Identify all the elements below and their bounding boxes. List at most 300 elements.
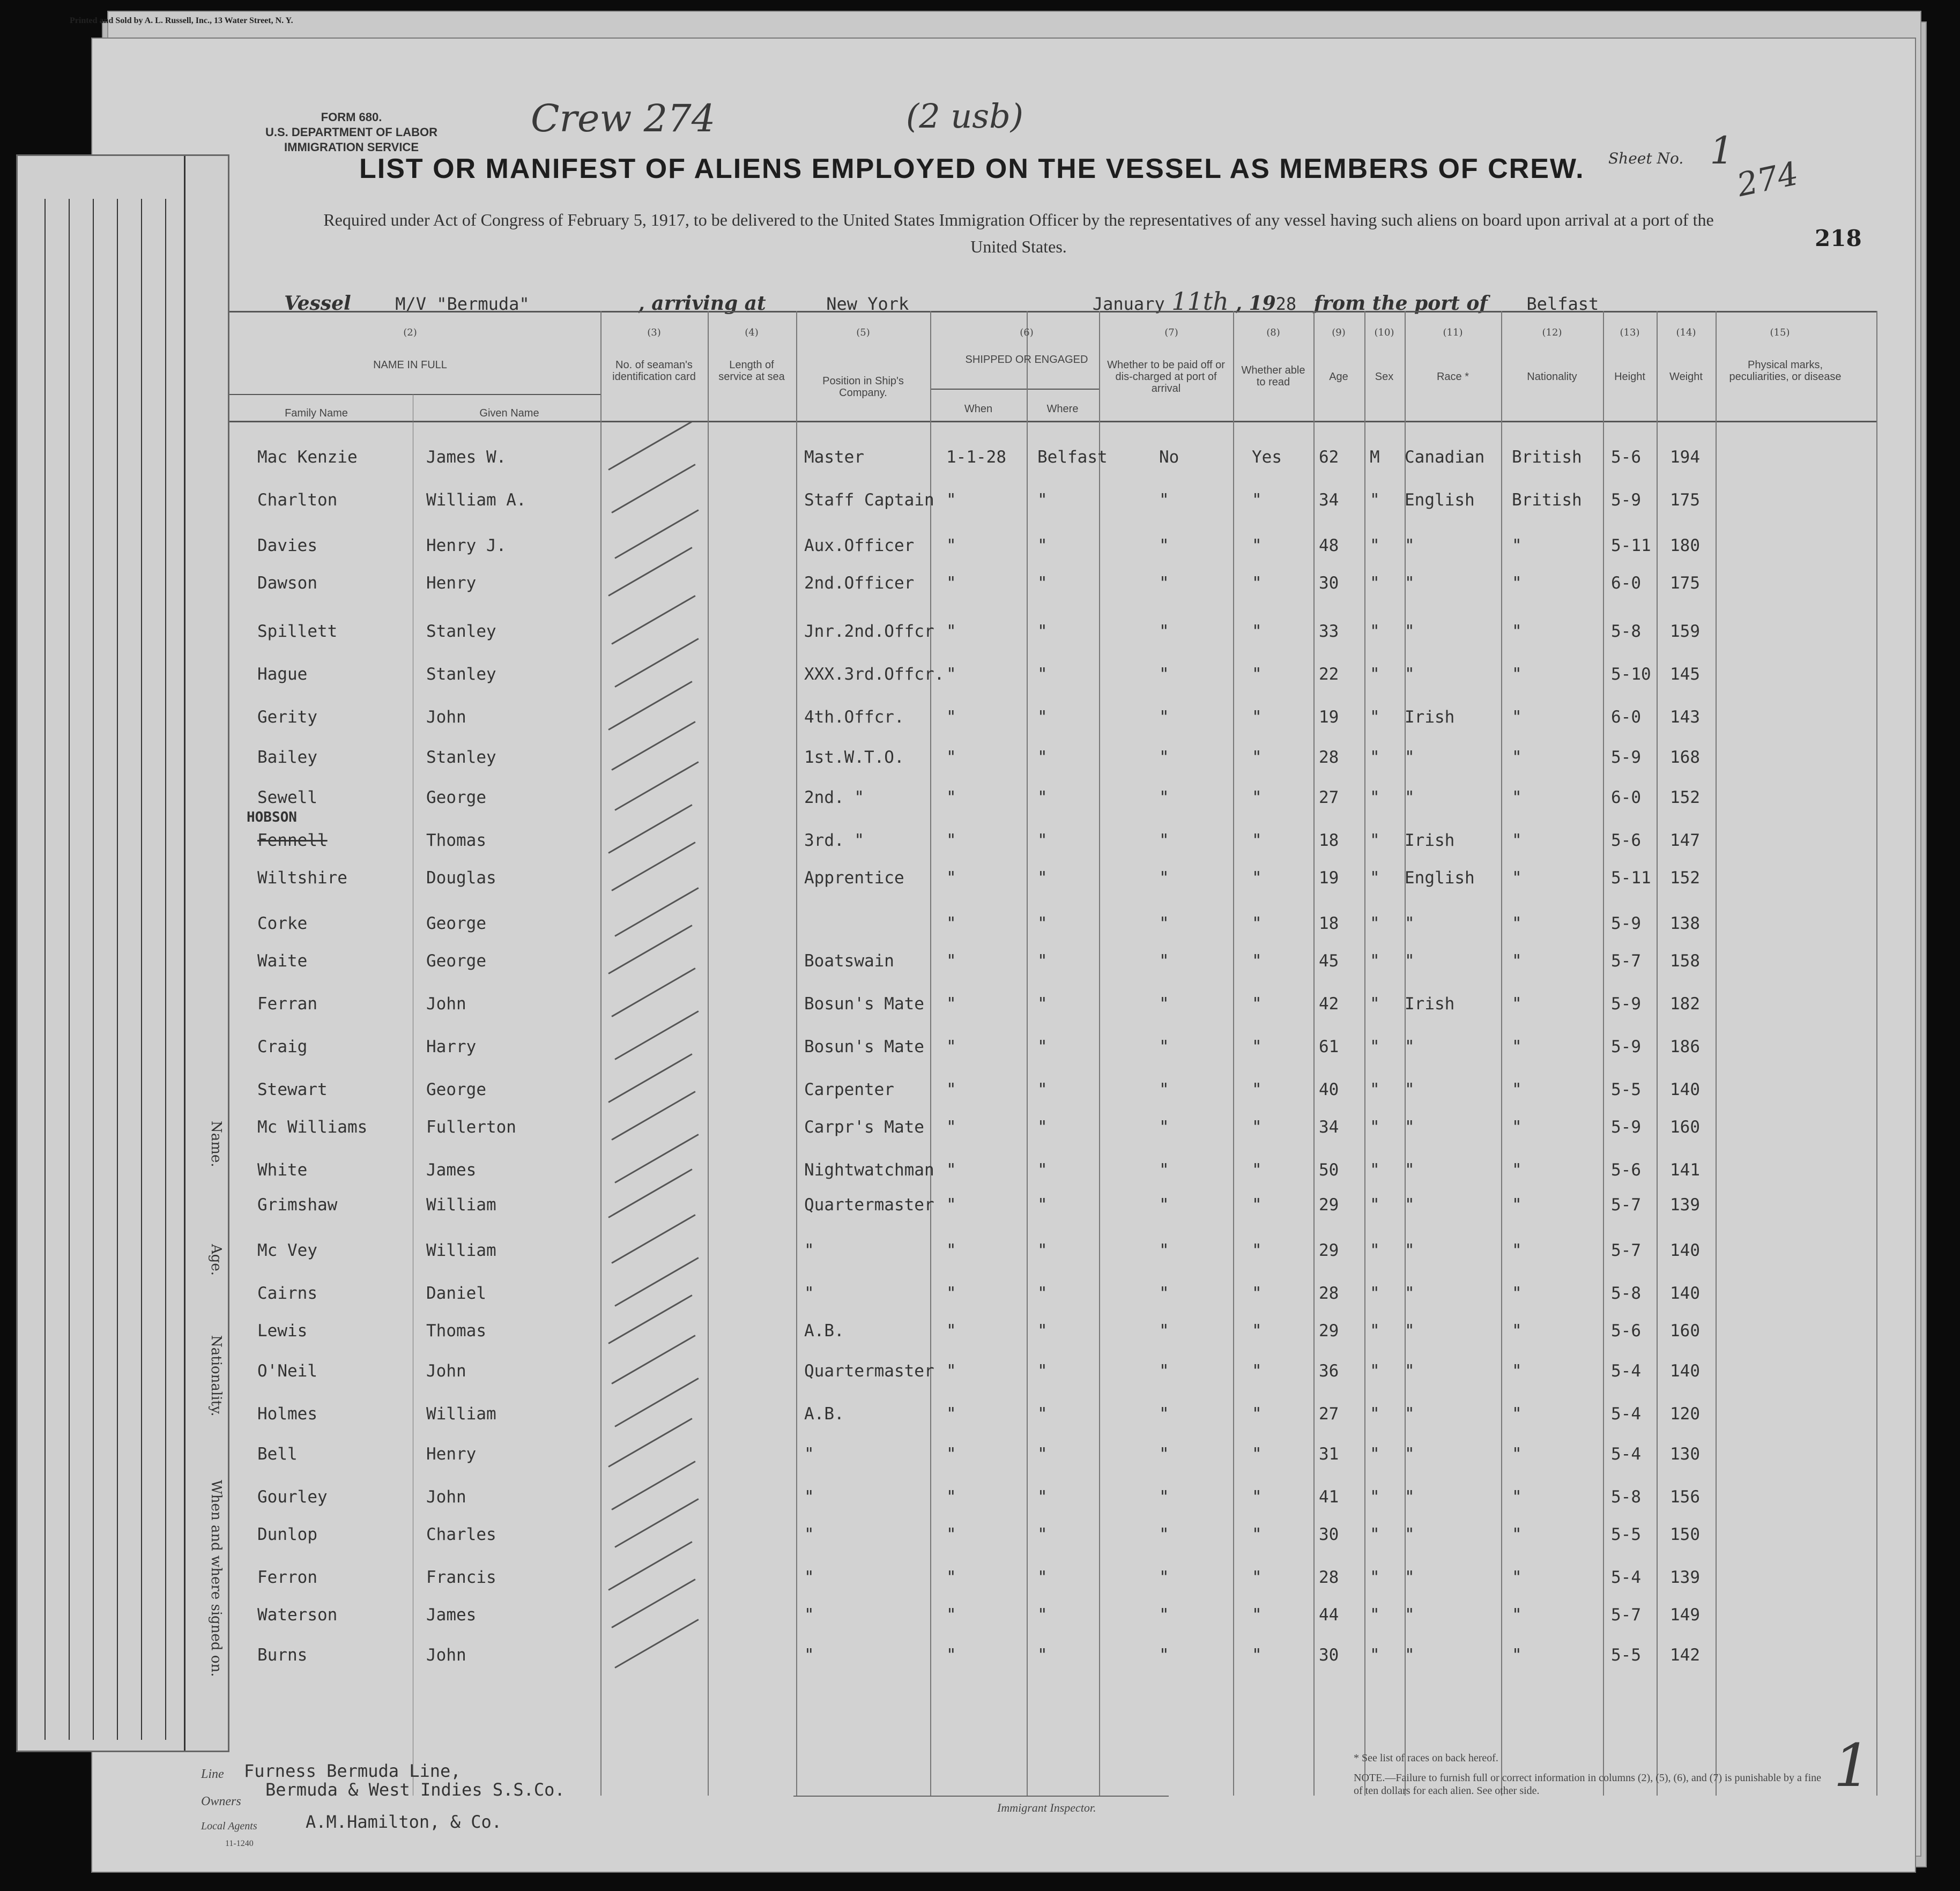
column-header-given-name: Given Name: [479, 407, 539, 419]
crew-age: 40: [1319, 1080, 1339, 1099]
crew-when: ": [946, 622, 956, 641]
crew-given: John: [426, 994, 466, 1014]
crew-weight: 168: [1670, 748, 1700, 767]
id-card-checkmark: [611, 721, 695, 771]
crew-age: 29: [1319, 1195, 1339, 1215]
crew-weight: 175: [1670, 490, 1700, 510]
shipped-subheader-line: [930, 389, 1099, 390]
crew-when: ": [946, 574, 956, 593]
crew-sex: ": [1370, 748, 1380, 767]
crew-weight: 182: [1670, 994, 1700, 1014]
form-identifier: [265, 110, 437, 155]
crew-family: Davies: [257, 536, 317, 555]
crew-age: 18: [1319, 831, 1339, 850]
crew-weight: 152: [1670, 868, 1700, 888]
crew-read: ": [1252, 1037, 1262, 1056]
crew-read: ": [1252, 1241, 1262, 1260]
crew-height: 5-7: [1611, 1241, 1641, 1260]
crew-read: ": [1252, 951, 1262, 971]
crew-race: ": [1405, 914, 1415, 933]
crew-age: 33: [1319, 622, 1339, 641]
crew-weight: 160: [1670, 1118, 1700, 1137]
crew-family: Waterson: [257, 1605, 338, 1625]
crew-weight: 120: [1670, 1404, 1700, 1424]
crew-family: White: [257, 1160, 308, 1180]
crew-age: 44: [1319, 1605, 1339, 1625]
crew-race: ": [1405, 1487, 1415, 1507]
inspector-signature-line: [793, 1796, 1169, 1797]
column-number: (14): [1676, 327, 1696, 338]
column-number: (4): [745, 327, 759, 338]
crew-given: John: [426, 1361, 466, 1381]
table-column-divider: [708, 311, 709, 1796]
column-header-family-name: Family Name: [285, 407, 348, 419]
crew-read: ": [1252, 1605, 1262, 1625]
crew-age: 22: [1319, 665, 1339, 684]
crew-position: ": [804, 1525, 814, 1544]
crew-paid: ": [1159, 1404, 1169, 1424]
crew-where: ": [1037, 622, 1048, 641]
crew-nationality: ": [1512, 574, 1522, 593]
crew-where: ": [1037, 831, 1048, 850]
id-card-checkmark: [611, 1335, 695, 1384]
crew-paid: ": [1159, 536, 1169, 555]
crew-read: ": [1252, 536, 1262, 555]
crew-family: Craig: [257, 1037, 308, 1056]
crew-race: ": [1405, 951, 1415, 971]
crew-read: ": [1252, 1118, 1262, 1137]
crew-family: Holmes: [257, 1404, 317, 1424]
crew-family: O'Neil: [257, 1361, 317, 1381]
crew-read: ": [1252, 1646, 1262, 1665]
crew-where: ": [1037, 748, 1048, 767]
crew-family: Mac Kenzie: [257, 448, 358, 467]
crew-height: 5-9: [1611, 490, 1641, 510]
crew-when: ": [946, 1605, 956, 1625]
crew-sex: ": [1370, 490, 1380, 510]
crew-height: 5-9: [1611, 1037, 1641, 1056]
crew-nationality: ": [1512, 831, 1522, 850]
crew-read: ": [1252, 914, 1262, 933]
column-header-race: Race *: [1436, 371, 1469, 383]
crew-read: ": [1252, 1195, 1262, 1215]
crew-age: 28: [1319, 748, 1339, 767]
crew-given: George: [426, 1080, 486, 1099]
crew-table: [220, 311, 1876, 1796]
id-card-checkmark: [608, 1053, 692, 1103]
crew-family: Dunlop: [257, 1525, 317, 1544]
crew-position: A.B.: [804, 1321, 844, 1341]
crew-race: ": [1405, 1080, 1415, 1099]
column-header-name-in-full: NAME IN FULL: [373, 359, 447, 371]
crew-paid: ": [1159, 1321, 1169, 1341]
crew-weight: 194: [1670, 448, 1700, 467]
crew-given: Stanley: [426, 748, 496, 767]
crew-age: 50: [1319, 1160, 1339, 1180]
id-card-checkmark: [611, 1091, 695, 1141]
crew-age: 18: [1319, 914, 1339, 933]
crew-weight: 150: [1670, 1525, 1700, 1544]
crew-where: ": [1037, 914, 1048, 933]
crew-paid: ": [1159, 994, 1169, 1014]
crew-when: ": [946, 1361, 956, 1381]
crew-race: ": [1405, 1037, 1415, 1056]
crew-nationality: ": [1512, 914, 1522, 933]
id-card-checkmark: [608, 1541, 692, 1591]
crew-where: ": [1037, 994, 1048, 1014]
crew-position: Quartermaster: [804, 1195, 934, 1215]
crew-when: ": [946, 1080, 956, 1099]
crew-where: ": [1037, 788, 1048, 807]
crew-where: ": [1037, 665, 1048, 684]
crew-race: Irish: [1405, 831, 1455, 850]
crew-nationality: ": [1512, 665, 1522, 684]
crew-age: 48: [1319, 536, 1339, 555]
crew-when: ": [946, 1037, 956, 1056]
crew-read: ": [1252, 1404, 1262, 1424]
crew-where: ": [1037, 574, 1048, 593]
crew-family: Stewart: [257, 1080, 328, 1099]
flap-label: Name.: [208, 1121, 224, 1167]
crew-height: 5-8: [1611, 622, 1641, 641]
crew-height: 5-8: [1611, 1487, 1641, 1507]
crew-where: ": [1037, 1118, 1048, 1137]
crew-height: 5-6: [1611, 1321, 1641, 1341]
crew-given: Daniel: [426, 1284, 486, 1303]
agents-value: A.M.Hamilton, & Co.: [306, 1812, 502, 1832]
crew-position: ": [804, 1445, 814, 1464]
crew-read: ": [1252, 831, 1262, 850]
crew-family: Cairns: [257, 1284, 317, 1303]
crew-age: 34: [1319, 1118, 1339, 1137]
crew-age: 30: [1319, 1646, 1339, 1665]
column-header-position: Position in Ship's Company.: [822, 375, 904, 399]
crew-paid: ": [1159, 665, 1169, 684]
vessel-name: M/V "Bermuda": [395, 294, 530, 314]
crew-sex: ": [1370, 951, 1380, 971]
crew-weight: 158: [1670, 951, 1700, 971]
column-number: (3): [647, 327, 661, 338]
crew-where: Belfast: [1037, 448, 1108, 467]
crew-weight: 149: [1670, 1605, 1700, 1625]
crew-read: ": [1252, 1487, 1262, 1507]
crew-height: 5-9: [1611, 994, 1641, 1014]
crew-sex: ": [1370, 1487, 1380, 1507]
crew-where: ": [1037, 868, 1048, 888]
handwritten-crew-count: Crew 274: [531, 96, 716, 140]
column-number: (9): [1332, 327, 1346, 338]
crew-sex: ": [1370, 831, 1380, 850]
crew-sex: ": [1370, 1568, 1380, 1587]
crew-nationality: British: [1512, 448, 1582, 467]
id-card-checkmark: [611, 595, 695, 645]
crew-sex: ": [1370, 868, 1380, 888]
crew-nationality: ": [1512, 708, 1522, 727]
id-card-checkmark: [614, 1378, 699, 1427]
crew-family: Burns: [257, 1646, 308, 1665]
id-card-checkmark: [611, 967, 695, 1017]
flap-rule: [184, 156, 185, 1751]
crew-weight: 156: [1670, 1487, 1700, 1507]
crew-paid: ": [1159, 914, 1169, 933]
crew-position: Nightwatchman: [804, 1160, 934, 1180]
crew-when: ": [946, 708, 956, 727]
table-column-divider: [930, 311, 931, 1796]
vessel-label: Vessel: [284, 292, 351, 315]
id-card-checkmark: [608, 1168, 692, 1218]
crew-where: ": [1037, 1080, 1048, 1099]
service-name: IMMIGRATION SERVICE: [284, 140, 419, 154]
crew-weight: 147: [1670, 831, 1700, 850]
crew-race: ": [1405, 1361, 1415, 1381]
crew-given: Henry: [426, 574, 477, 593]
crew-sex: ": [1370, 788, 1380, 807]
crew-paid: ": [1159, 490, 1169, 510]
crew-race: ": [1405, 1284, 1415, 1303]
crew-family: Dawson: [257, 574, 317, 593]
table-column-divider: [1501, 311, 1502, 1796]
crew-family: Charlton: [257, 490, 338, 510]
crew-position: Carpenter: [804, 1080, 894, 1099]
crew-read: ": [1252, 748, 1262, 767]
crew-family: Hague: [257, 665, 308, 684]
crew-paid: ": [1159, 1118, 1169, 1137]
crew-nationality: ": [1512, 994, 1522, 1014]
crew-sex: ": [1370, 1037, 1380, 1056]
crew-read: ": [1252, 490, 1262, 510]
crew-race: Irish: [1405, 994, 1455, 1014]
crew-age: 29: [1319, 1321, 1339, 1341]
crew-height: 5-6: [1611, 831, 1641, 850]
crew-when: ": [946, 1646, 956, 1665]
crew-position: Jnr.2nd.Offcr: [804, 622, 934, 641]
table-column-divider: [1876, 311, 1877, 1796]
flap-rule: [69, 199, 70, 1740]
owners-value: Bermuda & West Indies S.S.Co.: [265, 1780, 565, 1800]
crew-paid: ": [1159, 1160, 1169, 1180]
column-header-paid-off: Whether to be paid off or dis-charged at port of arrival: [1107, 359, 1225, 394]
crew-where: ": [1037, 1284, 1048, 1303]
table-top-border: [220, 311, 1876, 312]
crew-position: A.B.: [804, 1404, 844, 1424]
crew-sex: ": [1370, 574, 1380, 593]
arrival-day: 11th: [1171, 287, 1229, 316]
column-number: (5): [856, 327, 870, 338]
crew-when: ": [946, 868, 956, 888]
crew-height: 5-5: [1611, 1525, 1641, 1544]
crew-where: ": [1037, 1568, 1048, 1587]
line-label: Line: [201, 1767, 224, 1781]
crew-when: ": [946, 951, 956, 971]
crew-given: James: [426, 1605, 477, 1625]
crew-race: ": [1405, 665, 1415, 684]
crew-paid: ": [1159, 1646, 1169, 1665]
crew-family: Bailey: [257, 748, 317, 767]
family-name-correction: HOBSON: [247, 809, 297, 825]
crew-position: Bosun's Mate: [804, 994, 924, 1014]
crew-weight: 175: [1670, 574, 1700, 593]
crew-where: ": [1037, 1404, 1048, 1424]
crew-paid: ": [1159, 788, 1169, 807]
crew-where: ": [1037, 708, 1048, 727]
crew-when: ": [946, 1525, 956, 1544]
crew-paid: ": [1159, 1037, 1169, 1056]
crew-sex: ": [1370, 536, 1380, 555]
column-header-height: Height: [1614, 371, 1645, 383]
crew-family: Bell: [257, 1445, 298, 1464]
crew-given: Thomas: [426, 1321, 486, 1341]
crew-sex: M: [1370, 448, 1380, 467]
crew-nationality: ": [1512, 1160, 1522, 1180]
crew-weight: 141: [1670, 1160, 1700, 1180]
column-number: (8): [1266, 327, 1280, 338]
column-header-read: Whether able to read: [1241, 364, 1305, 388]
family-name-struck: Fennell: [257, 831, 328, 850]
crew-sex: ": [1370, 1404, 1380, 1424]
id-card-checkmark: [611, 464, 695, 513]
crew-age: 28: [1319, 1284, 1339, 1303]
crew-position: Apprentice: [804, 868, 904, 888]
crew-race: ": [1405, 1241, 1415, 1260]
crew-age: 30: [1319, 1525, 1339, 1544]
column-number: (13): [1620, 327, 1640, 338]
column-number: (11): [1443, 327, 1463, 338]
table-column-divider: [1233, 311, 1234, 1796]
crew-race: ": [1405, 1525, 1415, 1544]
crew-position: ": [804, 1487, 814, 1507]
crew-race: ": [1405, 1195, 1415, 1215]
crew-when: ": [946, 1284, 956, 1303]
crew-given: John: [426, 1646, 466, 1665]
crew-position: 3rd. ": [804, 831, 864, 850]
crew-when: ": [946, 994, 956, 1014]
crew-read: ": [1252, 788, 1262, 807]
id-card-checkmark: [608, 421, 692, 471]
crew-position: Master: [804, 448, 864, 467]
column-number: (7): [1164, 327, 1178, 338]
crew-paid: ": [1159, 1605, 1169, 1625]
crew-nationality: ": [1512, 1445, 1522, 1464]
crew-race: ": [1405, 574, 1415, 593]
crew-sex: ": [1370, 1284, 1380, 1303]
id-card-checkmark: [608, 681, 692, 731]
crew-paid: ": [1159, 1445, 1169, 1464]
inspector-label: Immigrant Inspector.: [997, 1801, 1096, 1814]
crew-read: ": [1252, 708, 1262, 727]
crew-paid: ": [1159, 868, 1169, 888]
crew-given: James: [426, 1160, 477, 1180]
crew-age: 30: [1319, 574, 1339, 593]
crew-family: Gerity: [257, 708, 317, 727]
crew-given: Henry J.: [426, 536, 507, 555]
crew-where: ": [1037, 536, 1048, 555]
crew-when: ": [946, 1445, 956, 1464]
crew-when: ": [946, 1195, 956, 1215]
table-column-divider: [1099, 311, 1100, 1796]
crew-position: XXX.3rd.Offcr.: [804, 665, 945, 684]
crew-when: ": [946, 1160, 956, 1180]
id-card-checkmark: [614, 638, 699, 688]
column-header-weight: Weight: [1669, 371, 1703, 383]
id-card-checkmark: [608, 804, 692, 854]
crew-position: 1st.W.T.O.: [804, 748, 904, 767]
crew-height: 6-0: [1611, 708, 1641, 727]
id-card-checkmark: [608, 1418, 692, 1468]
crew-race: ": [1405, 1404, 1415, 1424]
column-number: (15): [1770, 327, 1790, 338]
column-header-where: Where: [1046, 403, 1079, 415]
sheet-label: Sheet No.: [1608, 150, 1684, 167]
arriving-label: , arriving at: [638, 292, 766, 315]
crew-where: ": [1037, 1321, 1048, 1341]
crew-race: Irish: [1405, 708, 1455, 727]
crew-nationality: ": [1512, 788, 1522, 807]
id-card-checkmark: [614, 1498, 699, 1548]
crew-nationality: ": [1512, 622, 1522, 641]
owners-label: Owners: [201, 1795, 241, 1808]
crew-race: English: [1405, 868, 1475, 888]
crew-paid: ": [1159, 1361, 1169, 1381]
crew-height: 6-0: [1611, 788, 1641, 807]
crew-height: 5-10: [1611, 665, 1651, 684]
crew-sex: ": [1370, 1080, 1380, 1099]
crew-nationality: ": [1512, 1284, 1522, 1303]
column-number: (12): [1542, 327, 1562, 338]
crew-where: ": [1037, 951, 1048, 971]
crew-read: ": [1252, 1525, 1262, 1544]
column-header-id-card: No. of seaman's identification card: [612, 359, 696, 383]
crew-height: 5-4: [1611, 1445, 1641, 1464]
id-card-checkmark: [611, 1214, 695, 1264]
crew-read: ": [1252, 1080, 1262, 1099]
crew-weight: 139: [1670, 1568, 1700, 1587]
crew-position: 2nd.Officer: [804, 574, 915, 593]
arrival-year: 28: [1275, 294, 1297, 314]
crew-nationality: ": [1512, 1568, 1522, 1587]
crew-nationality: ": [1512, 1487, 1522, 1507]
handwritten-mark: 1: [1833, 1731, 1871, 1800]
crew-race: ": [1405, 1118, 1415, 1137]
crew-where: ": [1037, 1037, 1048, 1056]
crew-age: 19: [1319, 868, 1339, 888]
crew-where: ": [1037, 1361, 1048, 1381]
crew-weight: 140: [1670, 1241, 1700, 1260]
id-card-checkmark: [614, 1619, 699, 1669]
flap-label: When and where signed on.: [208, 1480, 224, 1677]
crew-position: ": [804, 1241, 814, 1260]
crew-age: 27: [1319, 1404, 1339, 1424]
table-column-divider: [796, 311, 797, 1796]
crew-nationality: ": [1512, 1037, 1522, 1056]
crew-where: ": [1037, 1525, 1048, 1544]
crew-nationality: ": [1512, 951, 1522, 971]
crew-height: 5-4: [1611, 1568, 1641, 1587]
crew-when: ": [946, 748, 956, 767]
column-header-marks: Physical marks, peculiarities, or disease: [1729, 359, 1842, 383]
printer-credit: Printed and Sold by A. L. Russell, Inc., 13 Water Street, N. Y.: [70, 16, 293, 25]
crew-position: ": [804, 1284, 814, 1303]
year-prefix: , 19: [1235, 292, 1276, 315]
crew-where: ": [1037, 1605, 1048, 1625]
crew-race: ": [1405, 748, 1415, 767]
id-card-checkmark: [614, 1134, 699, 1183]
name-subheader-line: [220, 394, 600, 395]
crew-sex: ": [1370, 994, 1380, 1014]
crew-paid: No: [1159, 448, 1179, 467]
crew-height: 6-0: [1611, 574, 1641, 593]
column-header-shipped: SHIPPED OR ENGAGED: [965, 354, 1088, 366]
crew-position: ": [804, 1646, 814, 1665]
